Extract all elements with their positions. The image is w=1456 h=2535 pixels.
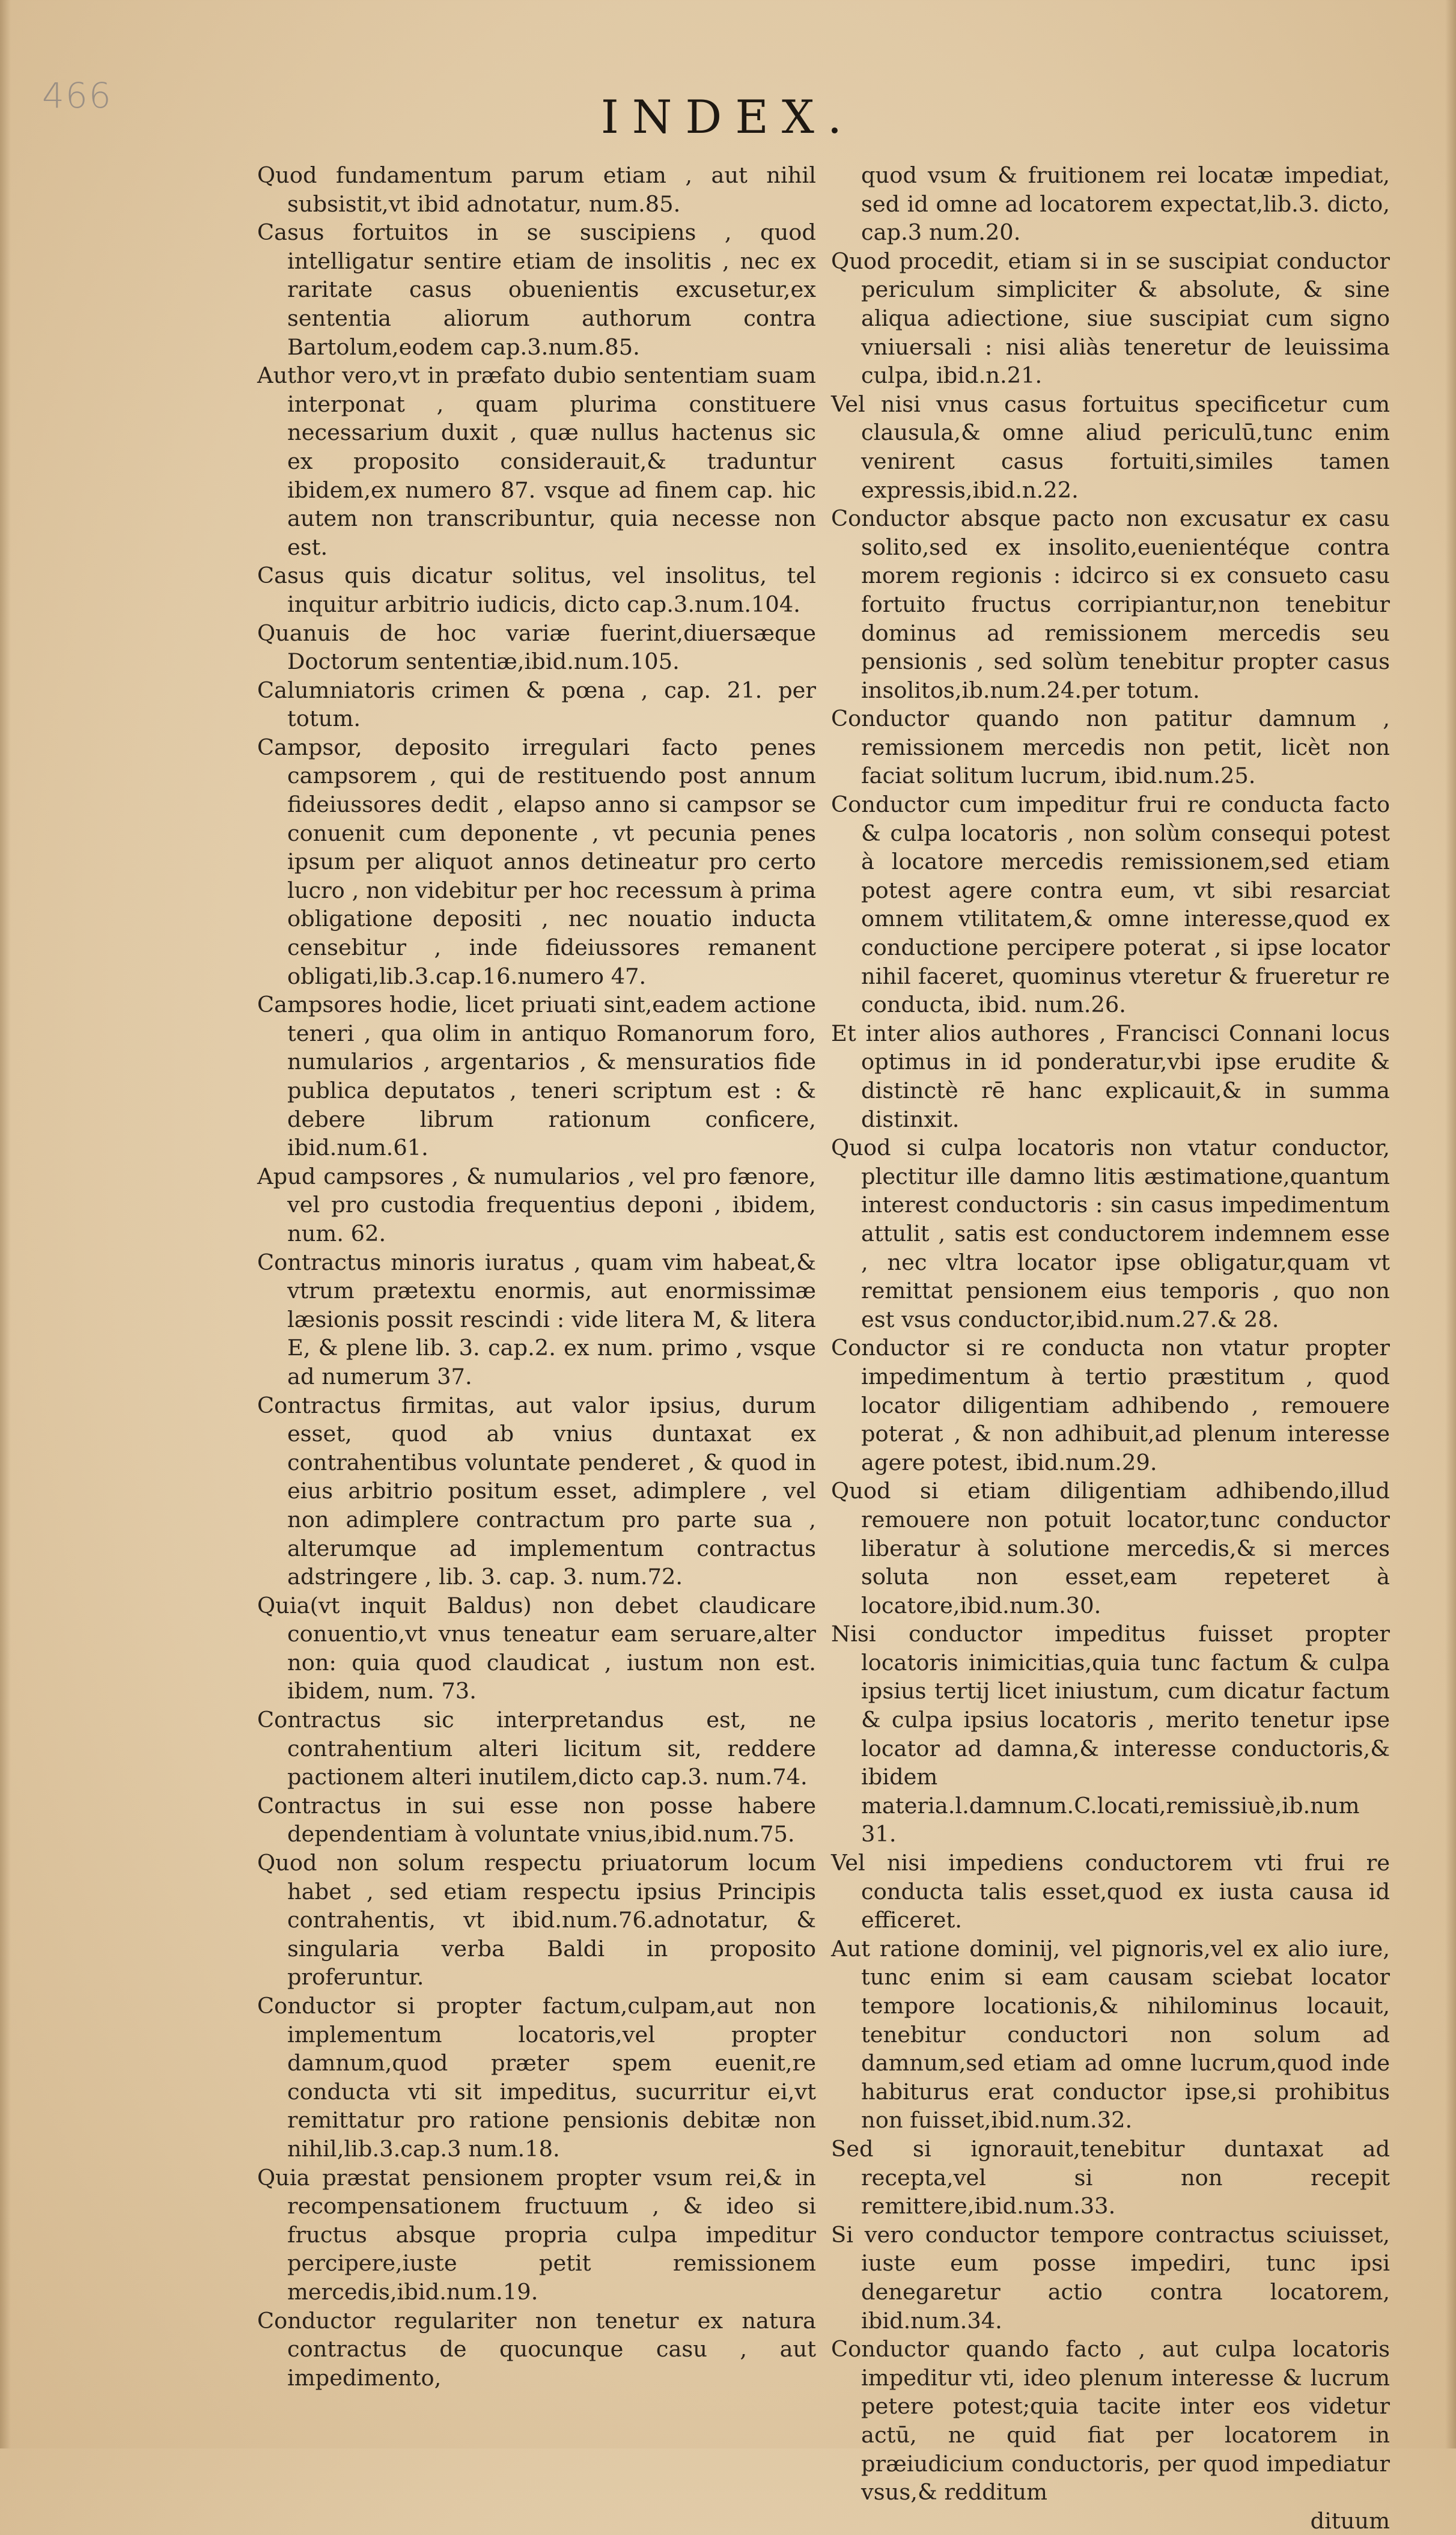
index-entry: Et inter alios authores , Francisci Connani locus optimus in id ponderatur,vbi ipse erudite & distinctè rē hanc explicauit,& in summa distinxit. [831, 1020, 1390, 1132]
index-entry: Contractus in sui esse non posse habere dependentiam à voluntate vnius,ibid.num.75. [257, 1792, 816, 1847]
index-entry: Quia(vt inquit Baldus) non debet claudicare conuentio,vt vnus teneatur eam seruare,alter non: quia quod claudicat , iustum non est. ibidem, num. 73. [257, 1592, 816, 1704]
index-entry: Quod procedit, etiam si in se suscipiat conductor periculum simpliciter & absolute, & sine aliqua adiectione, siue suscipiat cum signo vniuersali : nisi aliàs teneretur de leuissima culpa, ibid.n.21. [831, 248, 1390, 389]
index-entry: Calumniatoris crimen & pœna , cap. 21. per totum. [257, 677, 816, 732]
index-entry: Contractus firmitas, aut valor ipsius, durum esset, quod ab vnius duntaxat ex contrahentibus voluntate penderet , & quod in eius arbitrio positum esset, adimplere , vel non adimplere contractum pro parte sua , alterumque ad implementum contractus adstringere , lib. 3. cap. 3. num.72. [257, 1392, 816, 1590]
index-entry: Quod fundamentum parum etiam , aut nihil subsistit,vt ibid adnotatur, num.85. [257, 162, 816, 217]
left-column [257, 161, 816, 2392]
index-entry: Author vero,vt in præfato dubio sententiam suam interponat , quam plurima constituere necessarium duxit , quæ nullus hactenus sic ex proposito considerauit,& traduntur ibidem,ex numero 87. vsque ad finem cap. hic autem non transcribuntur, quia necesse non est. [257, 362, 816, 560]
page-edge-right [1445, 0, 1456, 2448]
index-entry: Contractus minoris iuratus , quam vim habeat,& vtrum prætextu enormis, aut enormissimæ læsionis possit rescindi : vide litera M, & litera E, & plene lib. 3. cap.2. ex num. primo , vsque ad numerum 37. [257, 1249, 816, 1390]
index-entry: Campsores hodie, licet priuati sint,eadem actione teneri , qua olim in antiquo Romanorum foro, numularios , argentarios , & mensuratios fide publica deputatos , teneri scriptum est : & debere librum rationum conficere, ibid.num.61. [257, 992, 816, 1161]
index-entry: Apud campsores , & numularios , vel pro fænore, vel pro custodia frequentius deponi , ibidem, num. 62. [257, 1163, 816, 1246]
index-entry: Campsor, deposito irregulari facto penes campsorem , qui de restituendo post annum fideiussores dedit , elapso anno si campsor se conuenit cum deponente , vt pecunia penes ipsum per aliquot annos detineatur pro certo lucro , non videbitur per hoc recessum à prima obligatione depositi , nec nouatio inducta censebitur , inde fideiussores remanent obligati,lib.3.cap.16.numero 47. [257, 734, 816, 989]
folio-number: 466 [42, 75, 112, 116]
index-entry: Contractus sic interpretandus est, ne contrahentium alteri licitum sit, reddere pactionem alteri inutilem,dicto cap.3. num.74. [257, 1707, 816, 1790]
index-entry: Conductor si re conducta non vtatur propter impedimentum à tertio præstitum , quod locator diligentiam adhibendo , remouere poterat , & non adhibuit,ad plenum interesse agere potest, ibid.num.29. [831, 1335, 1390, 1475]
index-entry: Conductor absque pacto non excusatur ex casu solito,sed ex insolito,euenientéque contra morem regionis : idcirco si ex consueto casu fortuito fructus corripiantur,non tenebitur dominus ad remissionem mercedis seu pensionis , sed solùm tenebitur propter casus insolitos,ib.num.24.per totum. [831, 505, 1390, 703]
index-entry: Casus fortuitos in se suscipiens , quod intelligatur sentire etiam de insolitis , nec ex raritate casus obuenientis excusetur,ex sententia aliorum authorum contra Bartolum,eodem cap.3.num.85. [257, 219, 816, 360]
index-entry: Conductor quando facto , aut culpa locatoris impeditur vti, ideo plenum interesse & lucrum petere potest;quia tacite inter eos videtur actū, ne quid fiat per locatorem in præiudicium conductoris, per quod impediatur vsus,& redditum [831, 2336, 1390, 2506]
index-entry: Casus quis dicatur solitus, vel insolitus, tel inquitur arbitrio iudicis, dicto cap.3.num.104. [257, 563, 816, 617]
catchword: dituum [1310, 2507, 1390, 2534]
index-entry: Quod non solum respectu priuatorum locum habet , sed etiam respectu ipsius Principis contrahentis, vt ibid.num.76.adnotatur, & singularia verba Baldi in proposito proferuntur. [257, 1850, 816, 1990]
index-entry: Sed si ignorauit,tenebitur duntaxat ad recepta,vel si non recepit remittere,ibid.num.33. [831, 2135, 1390, 2219]
index-entry: Vel nisi impediens conductorem vti frui re conducta talis esset,quod ex iusta causa id efficeret. [831, 1850, 1390, 1933]
index-entry: Aut ratione dominij, vel pignoris,vel ex alio iure, tunc enim si eam causam sciebat locator tempore locationis,& nihilominus locauit, tenebitur conductori non solum ad damnum,sed etiam ad omne lucrum,quod inde habiturus erat conductor ipse,si prohibitus non fuisset,ibid.num.32. [831, 1935, 1390, 2134]
index-entry: Quanuis de hoc variæ fuerint,diuersæque Doctorum sententiæ,ibid.num.105. [257, 620, 816, 675]
index-entry: Nisi conductor impeditus fuisset propter locatoris inimicitias,quia tunc factum & culpa ipsius tertij licet iniustum, cum dicatur factum & culpa ipsius locatoris , merito tenetur ipse locator ad damna,& interesse conductoris,& ibidem materia.l.damnum.C.locati,remissiuè,ib.num 31. [831, 1621, 1390, 1847]
index-entry: Vel nisi vnus casus fortuitus specificetur cum clausula,& omne aliud periculū,tunc enim venirent casus fortuiti,similes tamen expressis,ibid.n.22. [831, 391, 1390, 503]
index-entry: Conductor cum impeditur frui re conducta facto & culpa locatoris , non solùm consequi potest à locatore mercedis remissionem,sed etiam potest agere contra eum, vt sibi resarciat omnem vtilitatem,& omne interesse,quod ex conductione percipere poterat , si ipse locator nihil faceret, quominus vteretur & frueretur re conducta, ibid. num.26. [831, 792, 1390, 1018]
right-column [831, 161, 1390, 2535]
index-entry: Conductor quando non patitur damnum , remissionem mercedis non petit, licèt non faciat solitum lucrum, ibid.num.25. [831, 706, 1390, 789]
right-column-continuation: quod vsum & fruitionem rei locatæ impediat, sed id omne ad locatorem expectat,lib.3. dicto, cap.3 num.20. [861, 162, 1390, 246]
page-header: INDEX. [600, 90, 856, 144]
index-entry: Conductor regulariter non tenetur ex natura contractus de quocunque casu , aut impedimento, [257, 2307, 816, 2391]
page-edge-left [0, 0, 11, 2448]
index-entry: Si vero conductor tempore contractus sciuisset, iuste eum posse impediri, tunc ipsi denegaretur actio contra locatorem, ibid.num.34. [831, 2221, 1390, 2334]
index-entry: Quod si culpa locatoris non vtatur conductor, plectitur ille damno litis æstimatione,quantum interest conductoris : sin casus impedimentum attulit , satis est conductorem indemnem esse , nec vltra locator ipse obligatur,quam vt remittat pensionem eius temporis , quo non est vsus conductor,ibid.num.27.& 28. [831, 1135, 1390, 1332]
index-entry: Quia præstat pensionem propter vsum rei,& in recompensationem fructuum , & ideo si fructus absque propria culpa impeditur percipere,iuste petit remissionem mercedis,ibid.num.19. [257, 2164, 816, 2305]
index-entry: Quod si etiam diligentiam adhibendo,illud remouere non potuit locator,tunc conductor liberatur à solutione mercedis,& si merces soluta non esset,eam repeteret à locatore,ibid.num.30. [831, 1478, 1390, 1618]
index-entry: Conductor si propter factum,culpam,aut non implementum locatoris,vel propter damnum,quod præter spem euenit,re conducta vti sit impeditus, sucurritur ei,vt remittatur pro ratione pensionis debitæ non nihil,lib.3.cap.3 num.18. [257, 1993, 816, 2162]
